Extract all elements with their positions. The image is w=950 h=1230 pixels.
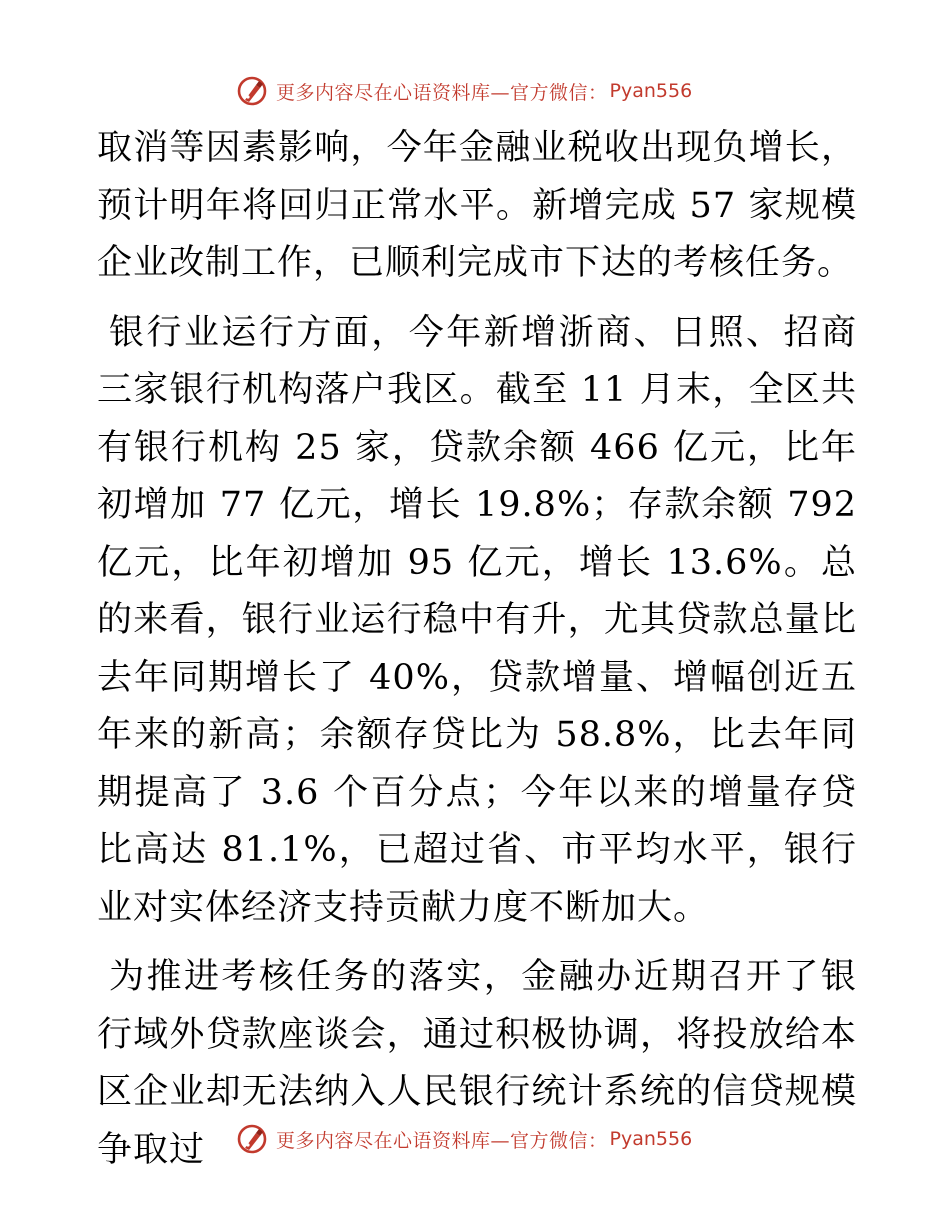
watermark-text: 更多内容尽在心语资料库—官方微信： [276, 81, 608, 104]
footer-watermark [236, 1122, 692, 1156]
body-text [97, 120, 857, 1179]
paragraph-3: 为推进考核任务的落实，金融办近期召开了银行域外贷款座谈会，通过积极协调，将投放给本区企业却无法纳入人民银行统计系统的信贷规模争取过 [97, 957, 857, 1170]
watermark-brand: Pyan556 [609, 80, 693, 102]
pen-logo-icon [236, 75, 268, 107]
pen-logo-icon [236, 1123, 268, 1155]
watermark-text: 更多内容尽在心语资料库—官方微信： [276, 1129, 608, 1152]
paragraph-1: 取消等因素影响，今年金融业税收出现负增长，预计明年将回归正常水平。新增完成 57 家规模企业改制工作，已顺利完成市下达的考核任务。 [97, 128, 857, 283]
paragraph-2: 银行业运行方面，今年新增浙商、日照、招商三家银行机构落户我区。截至 11 月末，全区共有银行机构 25 家，贷款余额 466 亿元，比年初增加 77 亿元，增长 19.8%；存款余额 792 亿元，比年初增加 95 亿元，增长 13.6%。总的来看，银行业运行稳中有升，尤其贷款总量比去年同期增长了 40%，贷款增量、增幅创近五年来的新高；余额存贷比为 58.8%，比去年同期提高了 3.6 个百分点；今年以来的增量存贷比高达 81.1%，已超过省、市平均水平，银行业对实体经济支持贡献力度不断加大。 [97, 312, 857, 928]
watermark-brand: Pyan556 [609, 1128, 693, 1150]
header-watermark [236, 74, 692, 108]
